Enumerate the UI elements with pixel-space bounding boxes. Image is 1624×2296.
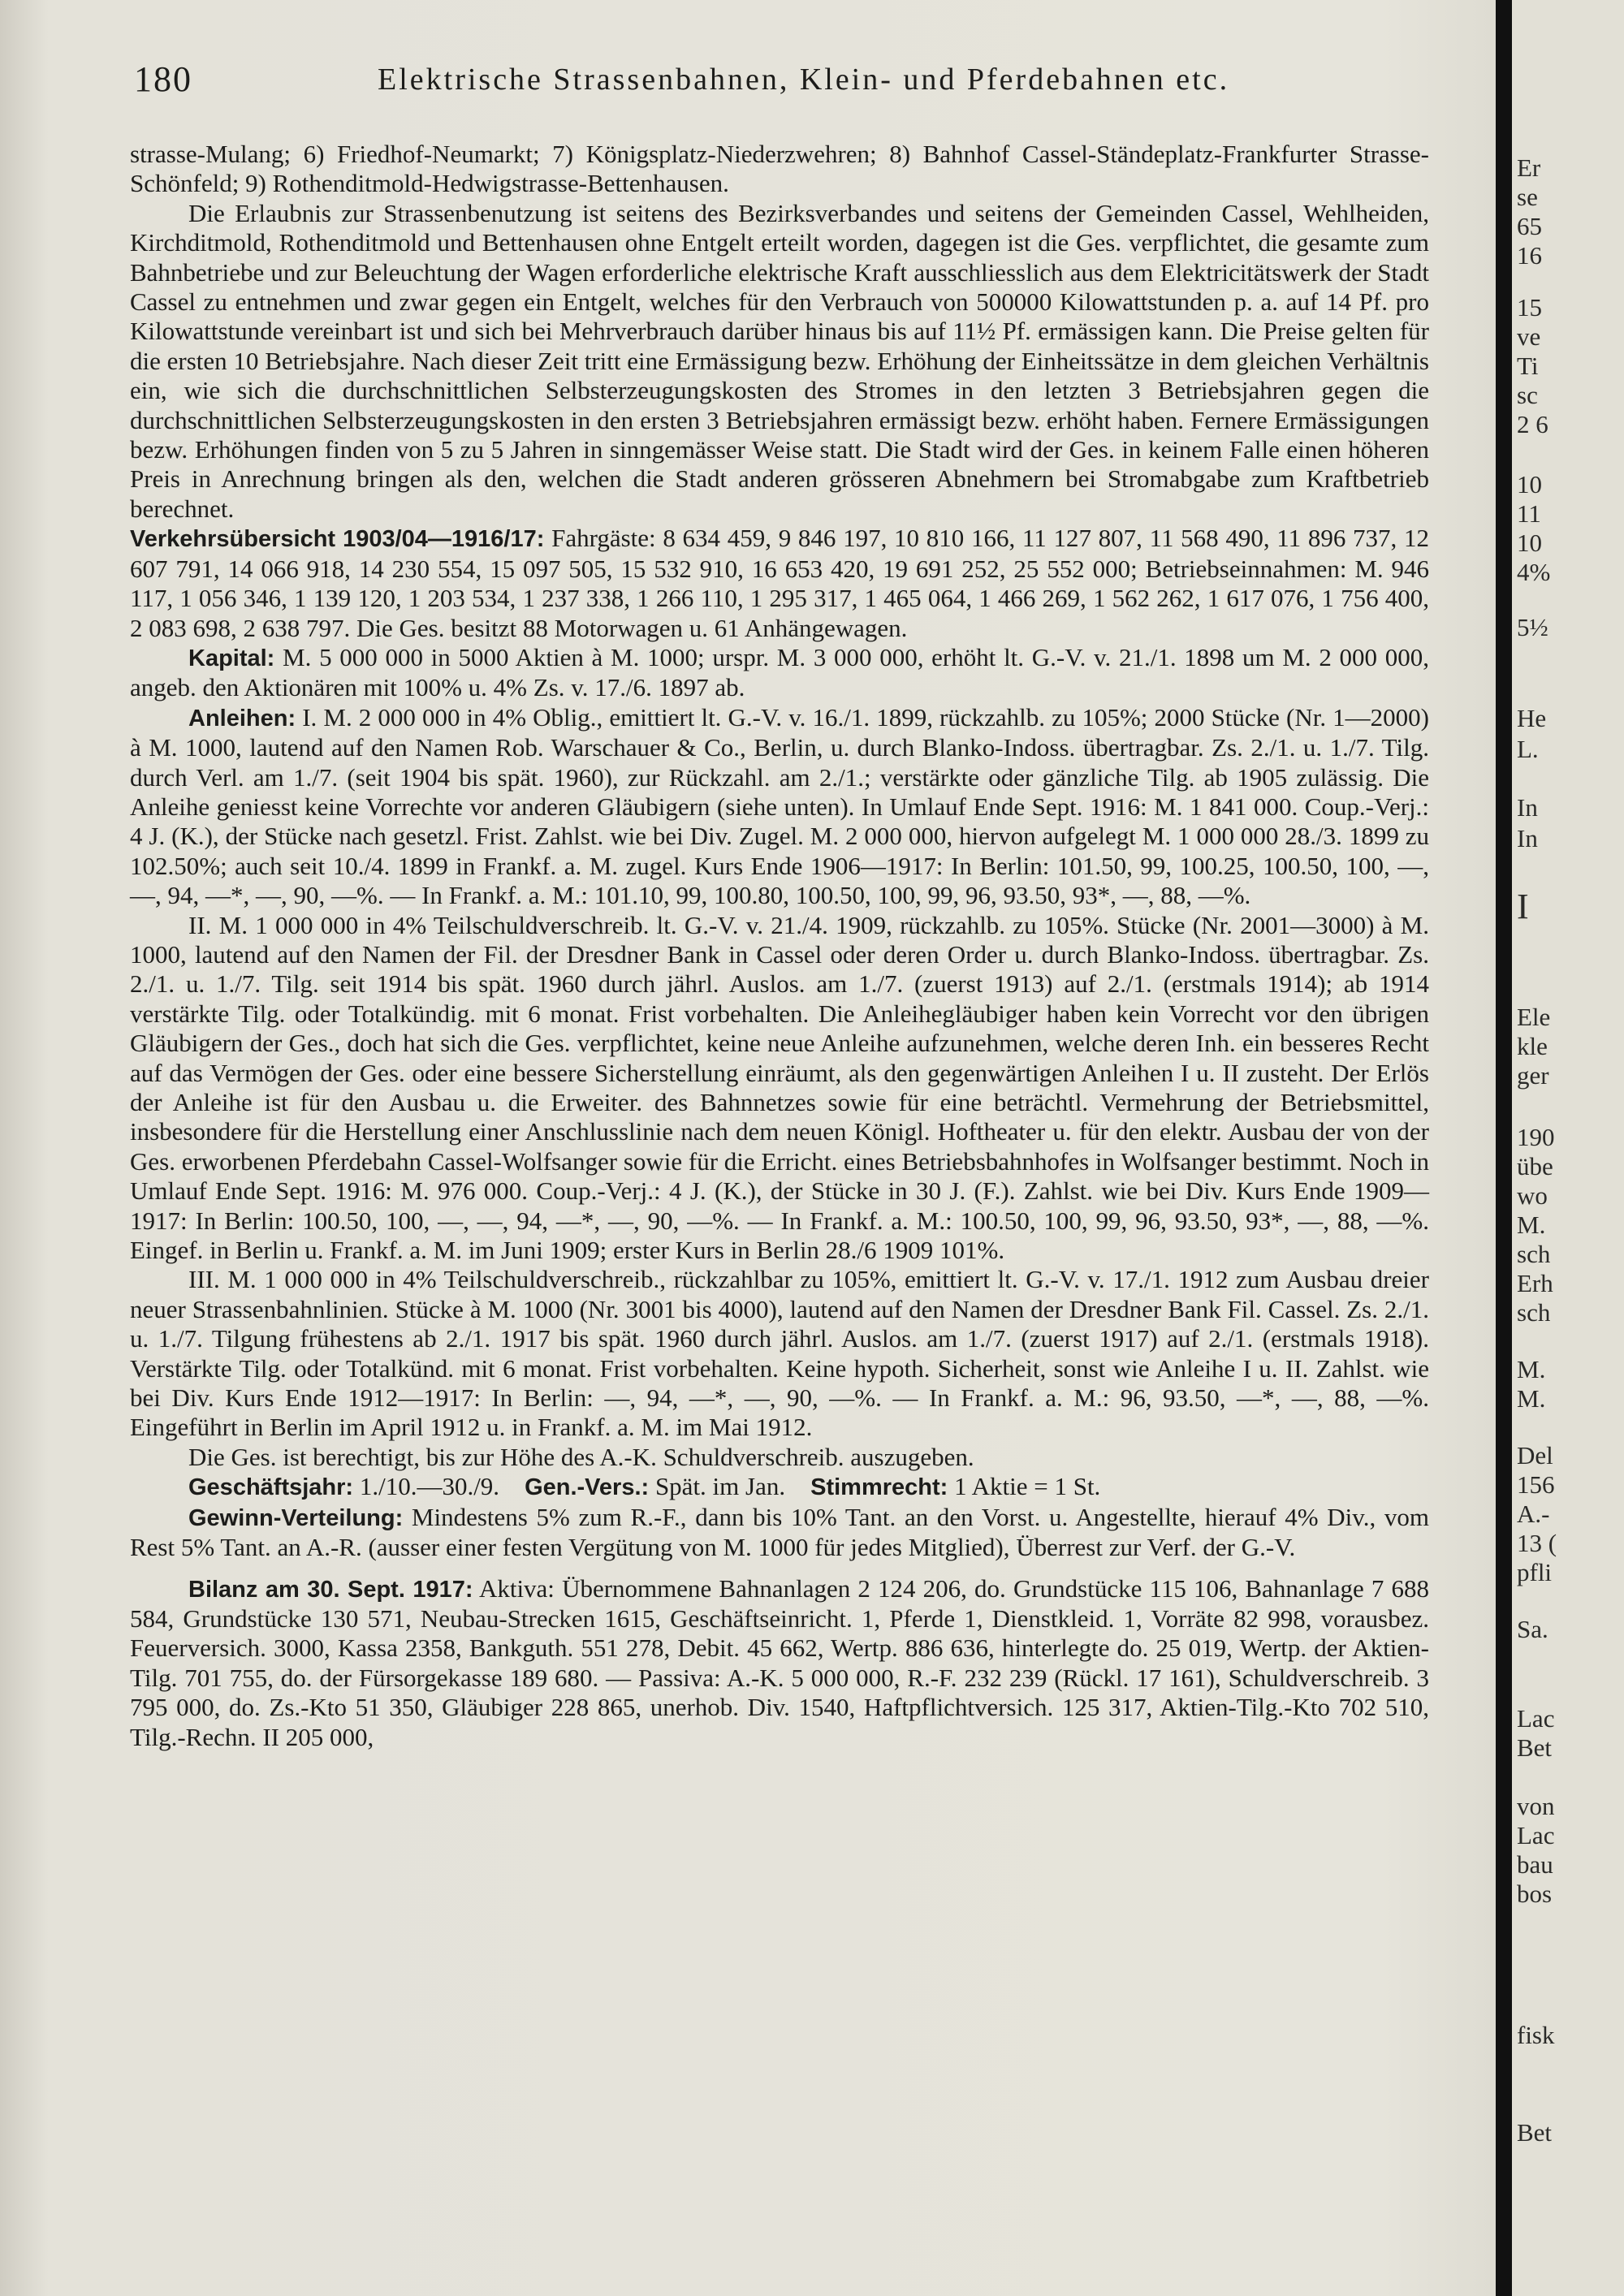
- traffic-paragraph: [130, 524, 1429, 643]
- next-page-fragment: fisk: [1517, 2021, 1555, 2049]
- routes-paragraph: strasse-Mulang; 6) Friedhof-Neumarkt; 7) Königsplatz-Niederzwehren; 8) Bahnhof Cassel-Ständeplatz-Frankfurter Strasse-Schönfeld; 9) Rothenditmold-Hedwigstrasse-Bettenhausen.: [130, 140, 1429, 198]
- next-page-fragment: 2 6: [1517, 410, 1548, 438]
- loan-2-paragraph: II. M. 1 000 000 in 4% Teilschuldverschreib. lt. G.-V. v. 21./4. 1909, rückzahlb. zu 105%. Stücke (Nr. 2001—3000) à M. 1000, lautend auf den Namen der Fil. der Dresdner Bank in Cassel oder deren Order u. durch Blanko-Indoss. übertragbar. Zs. 2./1. u. 1./7. Tilg. seit 1914 bis spät. 1960 durch jährl. Auslos. am 1./7. (zuerst 1913) auf 2./1. (erstmals 1914); ab 1914 verstärkte Tilg. oder Totalkündig. mit 6 monat. Frist vorbehalten. Die Anleihegläubiger haben kein Vorrecht vor den übrigen Gläubigern der Ges., doch hat sich die Ges. verpflichtet, keine neue Anleihe aufzunehmen, welche deren Inh. ein besseres Recht auf das Vermögen der Ges. oder eine bessere Sicherstellung einräumt, als den gegenwärtigen Anleihen I u. II zusteht. Der Erlös der Anleihe ist für den Ausbau u. die Erweiter. des Bahnnetzes sowie für eine beträchtl. Vermehrung der Betriebsmittel, insbesondere für die Herstellung einer Anschlusslinie nach dem neuen Königl. Hoftheater u. für den elektr. Ausbau der von der Ges. erworbenen Pferdebahn Cassel-Wolfsanger sowie für die Erricht. eines Betriebsbahnhofes in Wolfsanger bestimmt. Noch in Umlauf Ende Sept. 1916: M. 976 000. Coup.-Verj.: 4 J. (K.), der Stücke in 30 J. (F.). Zahlst. wie bei Div. Kurs Ende 1909—1917: In Berlin: 100.50, 100, —, —, 94, —*, —, 90, —%. — In Frankf. a. M.: 100.50, 100, 99, 96, 93.50, 93*, —, 88, —%. Eingef. in Berlin u. Frankf. a. M. im Juni 1909; erster Kurs in Berlin 28./6 1909 101%.: [130, 910, 1429, 1265]
- next-page-fragment: von: [1517, 1792, 1555, 1820]
- next-page-fragment: Lac: [1517, 1821, 1555, 1849]
- next-page-fragment: ve: [1517, 322, 1541, 351]
- next-page-fragment: 65: [1517, 212, 1542, 240]
- page-number: 180: [134, 59, 192, 99]
- loan-1-paragraph: [130, 703, 1429, 911]
- next-page-fragment: Sa.: [1517, 1615, 1548, 1643]
- next-page-fragment: A.-: [1517, 1500, 1550, 1528]
- vote-heading: Stimmrecht:: [810, 1474, 948, 1501]
- vote-text: 1 Aktie = 1 St.: [954, 1472, 1101, 1501]
- loan-1-text: I. M. 2 000 000 in 4% Oblig., emittiert lt. G.-V. v. 16./1. 1899, rückzahlb. zu 105%; 2000 Stücke (Nr. 1—2000) à M. 1000, lautend auf den Namen Rob. Warschauer & Co., Berlin, u. durch Blanko-Indoss. übertragbar. Zs. 2./1. u. 1./7. Tilg. durch Verl. am 1./7. (seit 1904 bis spät. 1960), zur Rückzahl. am 2./1.; verstärkte oder gänzliche Tilg. ab 1905 zulässig. Die Anleihe geniesst keine Vorrechte vor anderen Gläubigern (siehe unten). In Umlauf Ende Sept. 1916: M. 1 841 000. Coup.-Verj.: 4 J. (K.), der Stücke nach gesetzl. Frist. Zahlst. wie bei Div. Zugel. M. 2 000 000, hiervon aufgelegt M. 1 000 000 28./3. 1899 zu 102.50%; auch seit 10./4. 1899 in Frankf. a. M. zugel. Kurs Ende 1906—1917: In Berlin: 101.50, 99, 100.25, 100.50, 100, —, —, 94, —*, —, 90, —%. — In Frankf. a. M.: 101.10, 99, 100.80, 100.50, 100, 99, 96, 93.50, 93*, —, 88, —%.: [130, 702, 1430, 910]
- next-page-fragment: 16: [1517, 241, 1542, 270]
- next-page-fragment: bos: [1517, 1880, 1553, 1908]
- next-page-fragment: Ti: [1517, 352, 1539, 380]
- next-page-fragment: L.: [1517, 735, 1539, 763]
- running-title: Elektrische Strassenbahnen, Klein- und Pferdebahnen etc.: [378, 63, 1230, 97]
- book-gutter: [1496, 0, 1512, 2296]
- next-page-fragment: 5½: [1517, 613, 1548, 641]
- balance-text: Aktiva: Übernommene Bahnanlagen 2 124 206, do. Grundstücke 115 106, Bahnanlage 7 688 584, Grundstücke 130 571, Neubau-Strecken 1615, Geschäftseinricht. 1, Pferde 1, Dienstkleid. 1, Vorräte 82 998, vorausbez. Feuerversich. 3000, Kassa 2358, Bankguth. 551 278, Debit. 45 662, Wertp. 886 636, hinterlegte do. 25 019, Wertp. der Aktien-Tilg. 701 755, do. der Fürsorgekasse 189 680. — Passiva: A.-K. 5 000 000, R.-F. 232 239 (Rückl. 17 161), Schuldverschreib. 3 795 000, do. Zs.-Kto 51 350, Gläubiger 228 865, unerhob. Div. 1540, Haftpflichtversich. 125 317, Aktien-Tilg.-Kto 702 510, Tilg.-Rechn. II 205 000,: [130, 1573, 1429, 1751]
- gm-heading: Gen.-Vers.:: [525, 1474, 650, 1501]
- balance-heading: Bilanz am 30. Sept. 1917:: [188, 1576, 473, 1603]
- next-page-fragment: M.: [1517, 1211, 1546, 1239]
- next-page-fragment: Bet: [1517, 2118, 1553, 2147]
- next-page-fragment: 156: [1517, 1470, 1555, 1499]
- next-page-fragment: Erh: [1517, 1269, 1553, 1297]
- next-page-fragment: Bet: [1517, 1733, 1553, 1762]
- next-page-fragment: 4%: [1517, 558, 1551, 586]
- next-page-fragment: 190: [1517, 1123, 1555, 1151]
- traffic-heading: Verkehrsübersicht 1903/04—1916/17:: [130, 526, 545, 553]
- next-page-fragment: In: [1517, 793, 1538, 822]
- next-page-fragment: sch: [1517, 1298, 1551, 1327]
- gm-text: Spät. im Jan.: [654, 1472, 786, 1501]
- loan-3-paragraph: III. M. 1 000 000 in 4% Teilschuldverschreib., rückzahlbar zu 105%, emittiert lt. G.-V. v. 17./1. 1912 zum Ausbau dreier neuer Strassenbahnlinien. Stücke à M. 1000 (Nr. 3001 bis 4000), lautend auf den Namen der Dresdner Bank Fil. Cassel. Zs. 2./1. u. 1./7. Tilgung frühestens ab 2./1. 1917 bis spät. 1960 durch jährl. Auslos. am 1./7. (zuerst 1917) auf 2./1. (erstmals 1918). Verstärkte Tilg. oder Totalkünd. mit 6 monat. Frist vorbehalten. Keine hypoth. Sicherheit, sonst wie Anleihe I u. II. Zahlst. wie bei Div. Kurs Ende 1912—1917: In Berlin: —, 94, —*, —, 90, —%. — In Frankf. a. M.: 96, 93.50, —*, —, 88, —%. Eingeführt in Berlin im April 1912 u. in Frankf. a. M. im Mai 1912.: [130, 1265, 1429, 1442]
- next-page-fragment: kle: [1517, 1032, 1548, 1060]
- next-page-fragment: übe: [1517, 1152, 1553, 1180]
- next-page-fragment: sch: [1517, 1240, 1551, 1268]
- next-page-fragment: sc: [1517, 381, 1538, 409]
- capital-text: M. 5 000 000 in 5000 Aktien à M. 1000; urspr. M. 3 000 000, erhöht lt. G.-V. v. 21./1. 1898 um M. 2 000 000, angeb. den Aktionären mit 100% u. 4% Zs. v. 17./6. 1897 ab.: [130, 642, 1429, 702]
- next-page-fragment: 15: [1517, 293, 1542, 322]
- profit-paragraph: [130, 1503, 1429, 1563]
- next-page-fragment: 13 (: [1517, 1529, 1557, 1557]
- text-column: [130, 140, 1429, 1752]
- loans-heading: Anleihen:: [188, 705, 296, 732]
- next-page-fragment: M.: [1517, 1384, 1546, 1413]
- next-page-fragment: wo: [1517, 1181, 1548, 1210]
- capital-heading: Kapital:: [188, 645, 275, 671]
- next-page-fragment: bau: [1517, 1850, 1553, 1879]
- next-page-fragment: 10: [1517, 470, 1542, 498]
- next-page-fragment: Ele: [1517, 1003, 1551, 1031]
- fiscal-heading: Geschäftsjahr:: [188, 1474, 354, 1501]
- permit-paragraph: Die Erlaubnis zur Strassenbenutzung ist seitens des Bezirksverbandes und seitens der Gemeinden Cassel, Wehlheiden, Kirchditmold, Rothenditmold und Bettenhausen ohne Entgelt erteilt worden, dagegen ist die Ges. verpflichtet, die gesamte zum Bahnbetriebe und zur Beleuchtung der Wagen erforderliche elektrische Kraft ausschliesslich aus dem Elektricitätswerk der Stadt Cassel zu entnehmen und zwar gegen ein Entgelt, welches für den Verbrauch von 500000 Kilowattstunden p. a. auf 14 Pf. pro Kilowattstunde vereinbart ist und sich bei Mehrverbrauch darüber hinaus bis auf 11½ Pf. ermässigen kann. Die Preise gelten für die ersten 10 Betriebsjahre. Nach dieser Zeit tritt eine Ermässigung bezw. Erhöhung der Einheitssätze in dem gleichen Verhältnis ein, wie sich die durchschnittlichen Selbsterzeugungskosten des Stromes in den letzten 3 Betriebsjahren gegen die durchschnittlichen Selbsterzeugungskosten in den ersten 3 Betriebsjahren ermässigt bezw. erhöht haben. Fernere Ermässigungen bezw. Erhöhungen finden von 5 zu 5 Jahren in sinngemässer Weise statt. Die Stadt wird der Ges. in keinem Falle einen höheren Preis in Anrechnung bringen als den, welchen die Stadt anderen grösseren Abnehmern bei Stromabgabe zum Kraftbetrieb berechnet.: [130, 198, 1429, 523]
- profit-text: Mindestens 5% zum R.-F., dann bis 10% Tant. an den Vorst. u. Angestellte, hierauf 4% Div., vom Rest 5% Tant. an A.-R. (ausser einer festen Vergütung von M. 1000 für jedes Mitglied), Überrest zur Verf. der G.-V.: [130, 1502, 1429, 1562]
- next-page-fragment: M.: [1517, 1355, 1546, 1383]
- profit-heading: Gewinn-Verteilung:: [188, 1504, 404, 1531]
- next-page-fragment: pfli: [1517, 1558, 1553, 1586]
- page-header: [134, 58, 1441, 107]
- next-page-fragment: se: [1517, 183, 1538, 211]
- next-page-fragment: I: [1517, 887, 1529, 926]
- adjacent-page-edge: [1512, 0, 1624, 2296]
- next-page-fragment: Del: [1517, 1441, 1553, 1470]
- capital-paragraph: [130, 643, 1429, 703]
- next-page-fragment: 11: [1517, 499, 1541, 528]
- fiscal-text: 1./10.—30./9.: [359, 1472, 500, 1501]
- bonds-note: Die Ges. ist berechtigt, bis zur Höhe des A.-K. Schuldverschreib. auszugeben.: [188, 1442, 974, 1471]
- next-page-fragment: Lac: [1517, 1704, 1555, 1733]
- traffic-text: Fahrgäste: 8 634 459, 9 846 197, 10 810 166, 11 127 807, 11 568 490, 11 896 737, 12 607 791, 14 066 918, 14 230 554, 15 097 505, 15 532 910, 16 653 420, 19 691 252, 25 552 000; Betriebseinnahmen: M. 946 117, 1 056 346, 1 139 120, 1 203 534, 1 237 338, 1 266 110, 1 295 317, 1 465 064, 1 466 269, 1 562 262, 1 617 076, 1 756 400, 2 083 698, 2 638 797. Die Ges. besitzt 88 Motorwagen u. 61 Anhängewagen.: [130, 524, 1429, 642]
- next-page-fragment: In: [1517, 824, 1538, 852]
- next-page-fragment: ger: [1517, 1061, 1549, 1090]
- balance-paragraph: [130, 1574, 1429, 1752]
- next-page-fragment: He: [1517, 704, 1547, 732]
- next-page-fragment: 10: [1517, 529, 1542, 557]
- fiscal-line: [130, 1472, 1429, 1502]
- next-page-fragment: Er: [1517, 153, 1541, 182]
